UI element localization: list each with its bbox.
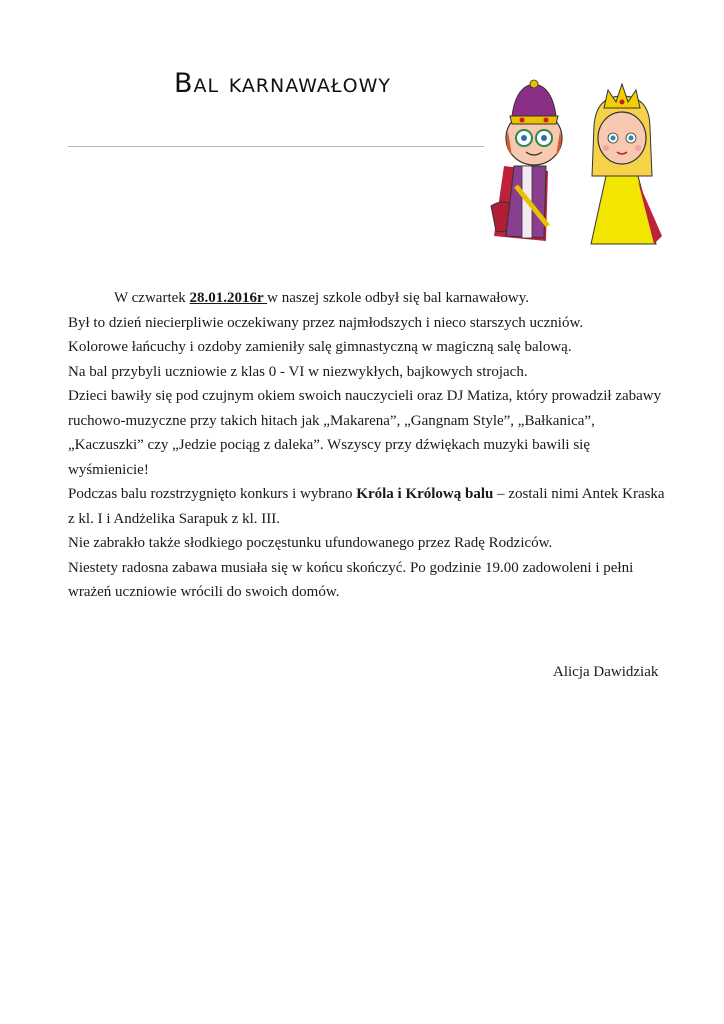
p1-text: W czwartek bbox=[114, 290, 190, 306]
paragraph-5: Dzieci bawiły się pod czujnym okiem swoich nauczycieli oraz DJ Matiza, który prowadził zabawy ruchowo-muzyczne przy takich hitach jak „Makarena”, „Gangnam Style”, „Bałkanica”, „Kaczuszki” czy „Jedzie pociąg z daleka”. Wszyscy przy dźwiękach muzyki bawili się wyśmienicie! bbox=[68, 388, 662, 478]
event-date: 28.01.2016r bbox=[189, 290, 268, 306]
article-body bbox=[68, 286, 668, 605]
queen-figure bbox=[591, 84, 662, 244]
author-signature: Alicja Dawidziak bbox=[553, 664, 659, 680]
paragraph-1 bbox=[68, 286, 668, 311]
page-title: Bal karnawałowy bbox=[174, 68, 391, 99]
p6-text-end: – zostali nimi Antek Kraska z kl. I i Andżelika Sarapuk z kl. III. bbox=[68, 486, 665, 527]
paragraph-8: Niestety radosna zabawa musiała się w końcu skończyć. Po godzinie 19.00 zadowoleni i pełni wrażeń uczniowie wrócili do swoich domów. bbox=[68, 559, 634, 600]
paragraph-4: Na bal przybyli uczniowie z klas 0 - VI w niezwykłych, bajkowych strojach. bbox=[68, 363, 528, 380]
king-figure bbox=[491, 80, 562, 241]
p1-text-end: w naszej szkole odbył się bal karnawałowy. bbox=[267, 290, 530, 306]
paragraph-3: Kolorowe łańcuchy i ozdoby zamieniły salę gimnastyczną w magiczną salę balową. bbox=[68, 339, 572, 355]
paragraph-6 bbox=[68, 482, 668, 531]
paragraph-7: Nie zabrakło także słodkiego poczęstunku ufundowanego przez Radę Rodziców. bbox=[68, 535, 553, 551]
king-and-queen-illustration bbox=[486, 76, 672, 248]
p6-text: Podczas balu rozstrzygnięto konkurs i wybrano bbox=[68, 486, 357, 502]
title-divider bbox=[68, 146, 484, 147]
paragraph-2: Był to dzień niecierpliwie oczekiwany przez najmłodszych i nieco starszych uczniów. bbox=[68, 314, 584, 331]
king-queen-bold: Króla i Królową balu bbox=[356, 486, 494, 502]
